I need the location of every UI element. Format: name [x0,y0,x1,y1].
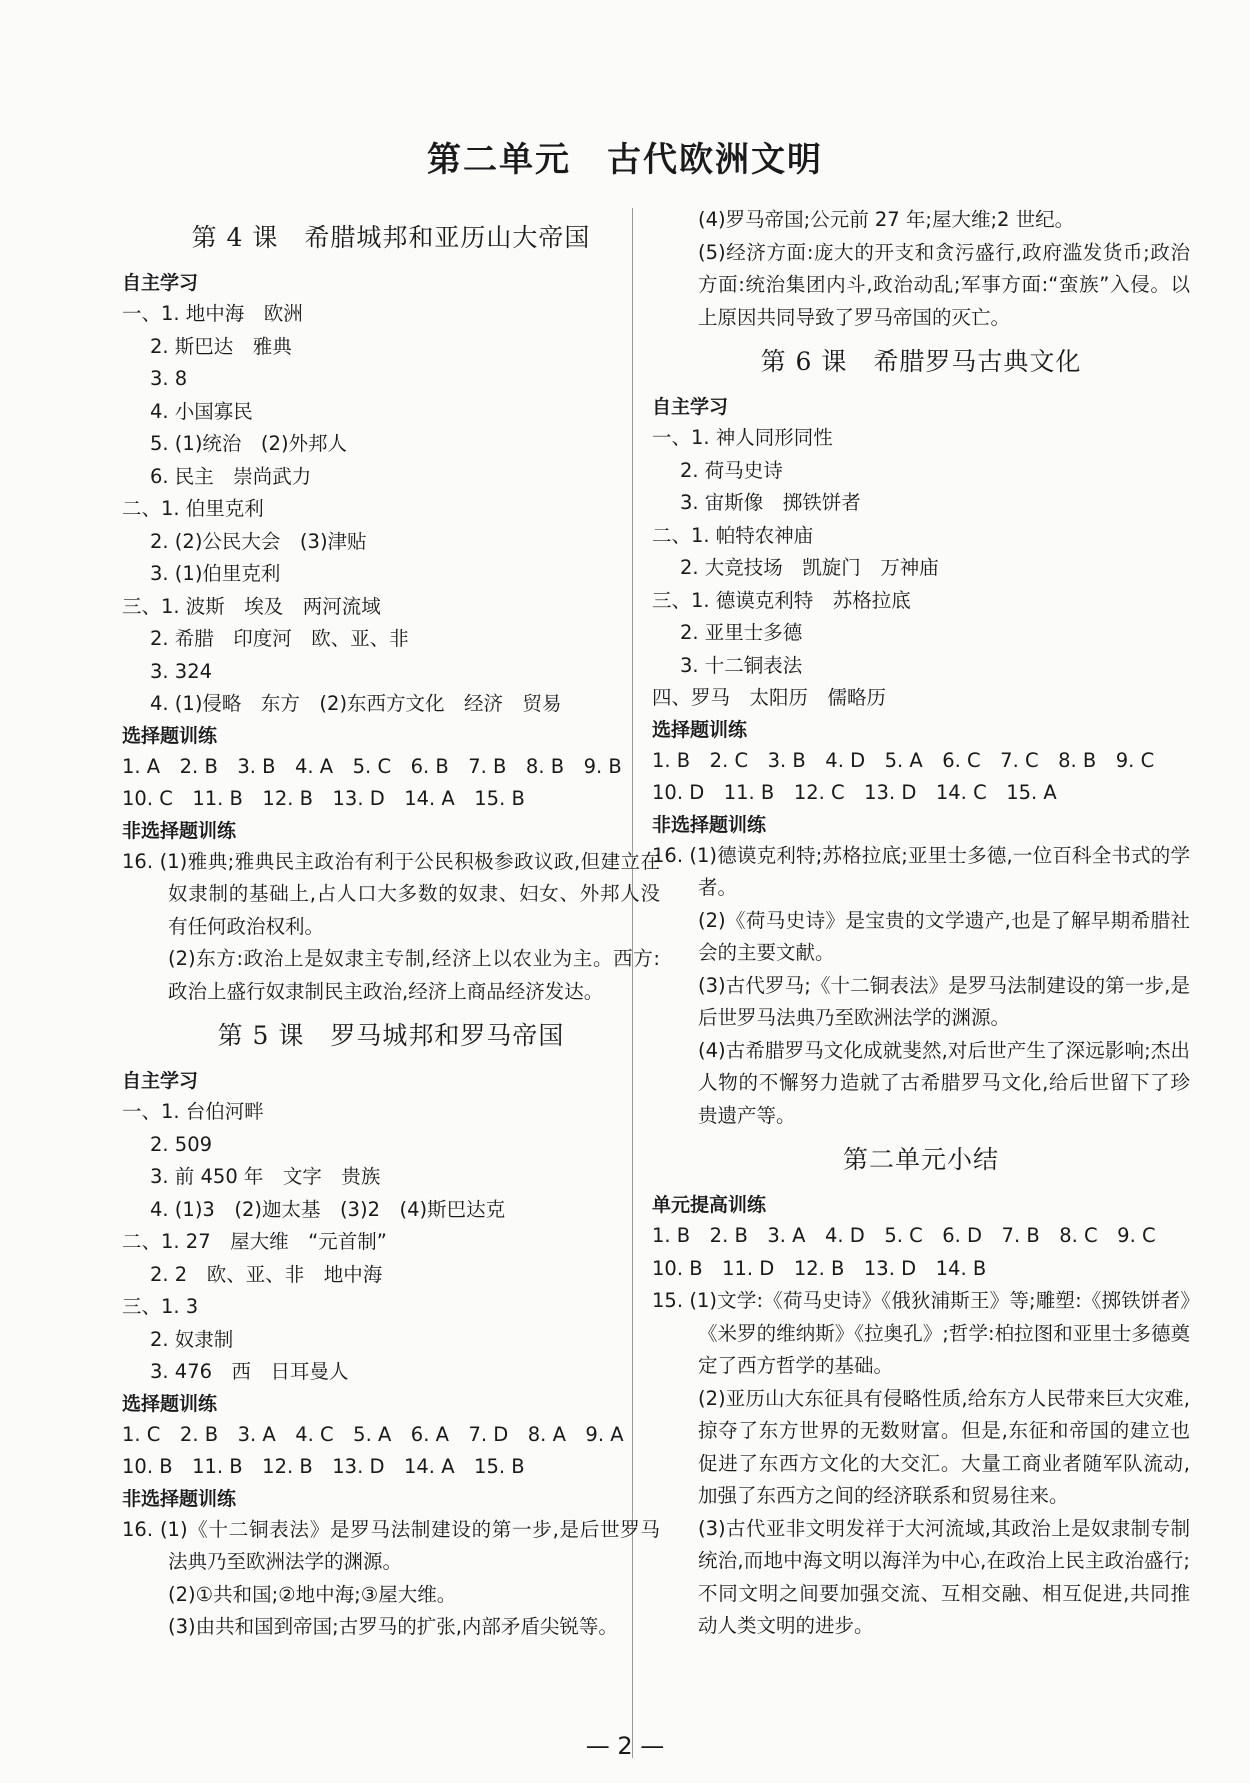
answer-line: 2. 2 欧、亚、非 地中海 [150,1262,383,1286]
answer-line: 二、1. 伯里克利 [122,497,264,520]
answer-paragraph: 16. (1)雅典;雅典民主政治有利于公民积极参政议政,但建立在奴隶制的基础上,占人口大多数的奴隶、妇女、外邦人没有任何政治权利。 [122,849,660,938]
choice-answers: 10. C 11. B 12. B 13. D 14. A 15. B [122,787,525,810]
lesson-6-choice-head: 选择题训练 [652,718,748,741]
answer-line: 6. 民主 崇尚武力 [150,464,312,488]
lesson-4-title: 第 4 课 希腊城邦和亚历山大帝国 [191,223,591,252]
choice-answers: 10. B 11. D 12. B 13. D 14. B [652,1256,987,1280]
answer-line: 2. 希腊 印度河 欧、亚、非 [150,627,409,650]
lesson-5-nonchoice-head: 非选择题训练 [122,1487,237,1510]
choice-answers: 1. A 2. B 3. B 4. A 5. C 6. B 7. B 8. B 9. B [122,754,622,778]
choice-answers: 1. B 2. C 3. B 4. D 5. A 6. C 7. C 8. B 9. C [652,748,1155,772]
answer-paragraph: 16. (1)德谟克利特;苏格拉底;亚里士多德,一位百科全书式的学者。 [652,843,1190,899]
right-column [652,204,1190,1643]
answer-line: 2. 509 [150,1132,213,1156]
answer-line: 三、1. 波斯 埃及 两河流域 [122,594,381,618]
answer-line: 2. 奴隶制 [150,1327,234,1351]
lesson-4-nonchoice-head: 非选择题训练 [122,819,237,842]
answer-paragraph: (2)①共和国;②地中海;③屋大维。 [168,1582,457,1606]
answer-line: 2. 亚里士多德 [680,621,803,644]
answer-paragraph: 16. (1)《十二铜表法》是罗马法制建设的第一步,是后世罗马法典乃至欧洲法学的渊源。 [122,1517,660,1573]
answer-line: 3. 476 西 日耳曼人 [150,1360,349,1383]
answer-line: 4. (1)3 (2)迦太基 (3)2 (4)斯巴达克 [150,1197,506,1221]
answer-line: 3. 8 [150,367,188,390]
answer-line: 三、1. 德谟克利特 苏格拉底 [652,588,911,612]
answer-line: 3. 十二铜表法 [680,653,803,677]
answer-paragraph: (3)古代罗马;《十二铜表法》是罗马法制建设的第一步,是后世罗马法典乃至欧洲法学的渊源。 [698,973,1190,1029]
answer-paragraph: (2)亚历山大东征具有侵略性质,给东方人民带来巨大灾难,掠夺了东方世界的无数财富。但是,东征和帝国的建立也促进了东西方文化的大交汇。大量工商业者随军队流动,加强了东西方之间的经济联系和贸易往来。 [698,1386,1190,1507]
lesson-4-self-study-head: 自主学习 [122,272,199,294]
page-title: 第二单元 古代欧洲文明 [427,140,823,180]
answer-line: 2. 斯巴达 雅典 [150,334,292,358]
lesson-4-choice-head: 选择题训练 [122,724,218,747]
answer-line: 4. (1)侵略 东方 (2)东西方文化 经济 贸易 [150,692,562,715]
answer-paragraph: (2)《荷马史诗》是宝贵的文学遗产,也是了解早期希腊社会的主要文献。 [698,908,1190,964]
answer-line: 二、1. 帕特农神庙 [652,523,814,547]
answer-paragraph: (2)东方:政治上是奴隶主专制,经济上以农业为主。西方:政治上盛行奴隶制民主政治,经济上商品经济发达。 [168,947,660,1003]
answer-line: 一、1. 神人同形同性 [652,426,833,449]
choice-answers: 1. B 2. B 3. A 4. D 5. C 6. D 7. B 8. C 9. C [652,1224,1156,1247]
answer-line: 2. 大竞技场 凯旋门 万神庙 [680,556,939,579]
choice-answers: 10. B 11. B 12. B 13. D 14. A 15. B [122,1455,525,1478]
answer-line: 2. (2)公民大会 (3)津贴 [150,529,367,553]
answer-line: 二、1. 27 屋大维 “元首制” [122,1230,387,1253]
answer-line: 4. 小国寡民 [150,399,253,423]
answer-paragraph: (4)罗马帝国;公元前 27 年;屋大维;2 世纪。 [698,208,1075,231]
answer-line: 3. 前 450 年 文字 贵族 [150,1165,381,1188]
answer-paragraph: (3)由共和国到帝国;古罗马的扩张,内部矛盾尖锐等。 [168,1615,618,1638]
answer-line: 一、1. 地中海 欧洲 [122,302,303,325]
answer-line: 四、罗马 太阳历 儒略历 [652,686,887,709]
answer-line: 3. 宙斯像 掷铁饼者 [680,491,861,514]
choice-answers: 1. C 2. B 3. A 4. C 5. A 6. A 7. D 8. A 9. A [122,1422,624,1446]
lesson-6-title: 第 6 课 希腊罗马古典文化 [760,347,1082,376]
answer-paragraph: (3)古代亚非文明发祥于大河流域,其政治上是奴隶制专制统治,而地中海文明以海洋为中心,在政治上民主政治盛行;不同文明之间要加强交流、互相交融、相互促进,共同推动人类文明的进步。 [698,1516,1190,1637]
lesson-5-choice-head: 选择题训练 [122,1392,218,1415]
choice-answers: 10. D 11. B 12. C 13. D 14. C 15. A [652,781,1057,804]
lesson-5-title: 第 5 课 罗马城邦和罗马帝国 [217,1021,565,1050]
page-number: — 2 — [585,1732,665,1760]
left-column [122,210,660,1644]
lesson-6-nonchoice-head: 非选择题训练 [652,813,767,836]
answer-line: 一、1. 台伯河畔 [122,1100,264,1123]
answer-line: 5. (1)统治 (2)外邦人 [150,432,348,455]
answer-paragraph: (4)古希腊罗马文化成就斐然,对后世产生了深远影响;杰出人物的不懈努力造就了古希腊罗马文化,给后世留下了珍贵遗产等。 [698,1038,1190,1127]
answer-paragraph: 15. (1)文学:《荷马史诗》《俄狄浦斯王》等;雕塑:《掷铁饼者》《米罗的维纳斯》《拉奥孔》;哲学:柏拉图和亚里士多德奠定了西方哲学的基础。 [652,1289,1190,1377]
answer-line: 3. 324 [150,659,213,683]
unit-summary-title: 第二单元小结 [842,1145,999,1174]
answer-line: 三、1. 3 [122,1295,199,1318]
answer-paragraph: (5)经济方面:庞大的开支和贪污盛行,政府滥发货币;政治方面:统治集团内斗,政治动乱;军事方面:“蛮族”入侵。以上原因共同导致了罗马帝国的灭亡。 [698,240,1190,329]
answer-line: 3. (1)伯里克利 [150,562,281,585]
answer-line: 2. 荷马史诗 [680,458,783,482]
unit-summary-head: 单元提高训练 [652,1194,767,1216]
lesson-6-self-study-head: 自主学习 [652,396,729,418]
lesson-5-self-study-head: 自主学习 [122,1070,199,1092]
